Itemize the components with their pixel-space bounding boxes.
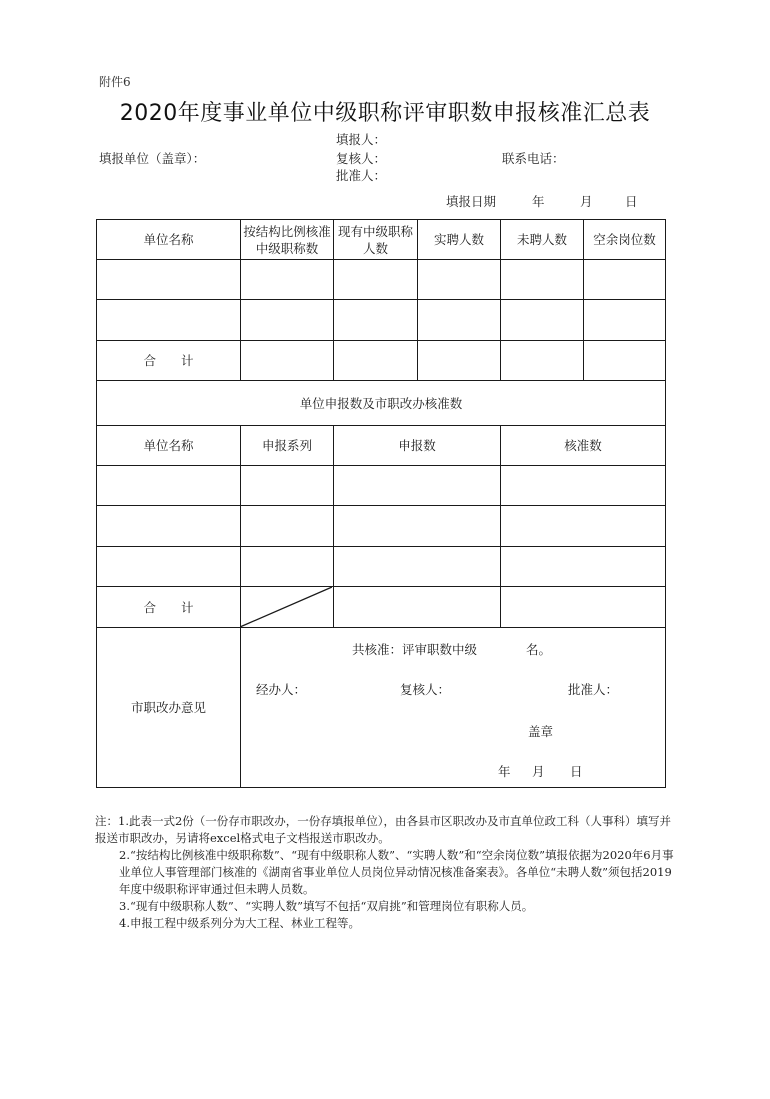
opinion-label: 市职改办意见 xyxy=(97,628,241,788)
note-2: 2.“按结构比例核准中级职称数”、“现有中级职称人数”、“实聘人数”和“空余岗位数”填报依据为2020年6月事业单位人事管理部门核准的《湖南省事业单位人员岗位异动情况核准备案表》。各单位“未聘人数”须包括2019年度中级职称评审通过但未聘人员数。 xyxy=(119,848,674,896)
cell-input[interactable] xyxy=(501,506,666,547)
opinion-year: 年 xyxy=(498,764,511,779)
date-year: 年 xyxy=(532,194,545,209)
col-header-unemployed: 未聘人数 xyxy=(501,220,584,260)
filler-label: 填报人： xyxy=(336,132,387,147)
col-header-series: 申报系列 xyxy=(241,426,334,466)
table-row xyxy=(97,300,666,341)
cell-input[interactable] xyxy=(584,300,666,341)
date-label: 填报日期 xyxy=(446,194,497,209)
cell-input[interactable] xyxy=(97,300,241,341)
cell-input[interactable] xyxy=(501,260,584,300)
seal-label: 盖章 xyxy=(528,724,554,739)
opinion-month: 月 xyxy=(532,764,545,779)
col-header-unit-2: 单位名称 xyxy=(97,426,241,466)
cell-input[interactable] xyxy=(501,547,666,587)
approver-label-2: 批准人： xyxy=(568,682,619,697)
table-row xyxy=(97,260,666,300)
total-row-2 xyxy=(97,587,666,628)
note-3: 3.“现有中级职称人数”、“实聘人数”填写不包括“双肩挑”和管理岗位有职称人员。 xyxy=(119,899,534,913)
approved-suffix: 名。 xyxy=(526,642,552,657)
total-label: 合 计 xyxy=(97,341,241,381)
date-month: 月 xyxy=(580,194,593,209)
note-1: 注：1.此表一式2份（一份存市职改办，一份存填报单位），由各县市区职改办及市直单位政工科（人事科）填写并报送市职改办，另请将excel格式电子文档报送市职改办。 xyxy=(95,814,672,845)
note-4: 4.申报工程中级系列分为大工程、林业工程等。 xyxy=(119,916,360,930)
cell-input[interactable] xyxy=(334,300,418,341)
section-title: 单位申报数及市职改办核准数 xyxy=(97,381,666,426)
attachment-label: 附件6 xyxy=(99,75,131,89)
cell-input[interactable] xyxy=(241,547,334,587)
total-label-2: 合 计 xyxy=(97,587,241,628)
opinion-day: 日 xyxy=(570,764,583,779)
cell-input[interactable] xyxy=(501,466,666,506)
cell-input[interactable] xyxy=(501,587,666,628)
col-header-vacant: 空余岗位数 xyxy=(584,220,666,260)
handler-label: 经办人： xyxy=(256,682,307,697)
cell-input[interactable] xyxy=(418,341,501,381)
table-row xyxy=(97,466,666,506)
cell-input[interactable] xyxy=(97,547,241,587)
col-header-employed: 实聘人数 xyxy=(418,220,501,260)
cell-input[interactable] xyxy=(97,260,241,300)
table-row xyxy=(97,506,666,547)
phone-label: 联系电话： xyxy=(502,151,565,166)
cell-input[interactable] xyxy=(97,466,241,506)
approver-label: 批准人： xyxy=(336,168,387,183)
cell-input[interactable] xyxy=(334,506,501,547)
col-header-declared: 申报数 xyxy=(334,426,501,466)
date-day: 日 xyxy=(625,194,638,209)
reviewer-label-2: 复核人： xyxy=(400,682,451,697)
cell-input[interactable] xyxy=(584,341,666,381)
cell-input[interactable] xyxy=(418,260,501,300)
cell-input[interactable] xyxy=(97,506,241,547)
total-row xyxy=(97,341,666,381)
diagonal-line xyxy=(240,587,332,627)
col-header-quota: 按结构比例核准中级职称数 xyxy=(241,220,334,260)
cell-input[interactable] xyxy=(241,341,334,381)
cell-input[interactable] xyxy=(334,466,501,506)
approved-prefix: 共核准：评审职数中级 xyxy=(352,642,478,657)
cell-input[interactable] xyxy=(418,300,501,341)
table-row xyxy=(97,547,666,587)
reviewer-label: 复核人： xyxy=(336,151,387,166)
col-header-unit: 单位名称 xyxy=(97,220,241,260)
cell-input[interactable] xyxy=(584,260,666,300)
page-title: 2020年度事业单位中级职称评审职数申报核准汇总表 xyxy=(119,101,651,126)
cell-input[interactable] xyxy=(334,547,501,587)
cell-input[interactable] xyxy=(334,587,501,628)
cell-input[interactable] xyxy=(334,260,418,300)
cell-input[interactable] xyxy=(334,341,418,381)
col-header-approved: 核准数 xyxy=(501,426,666,466)
cell-input[interactable] xyxy=(501,300,584,341)
notes xyxy=(95,813,675,932)
unit-label: 填报单位（盖章）： xyxy=(99,151,206,166)
opinion-content xyxy=(240,628,665,787)
cell-input[interactable] xyxy=(241,300,334,341)
cell-input[interactable] xyxy=(241,506,334,547)
col-header-existing: 现有中级职称人数 xyxy=(334,220,418,260)
cell-input[interactable] xyxy=(241,260,334,300)
cell-input[interactable] xyxy=(241,466,334,506)
cell-input[interactable] xyxy=(501,341,584,381)
